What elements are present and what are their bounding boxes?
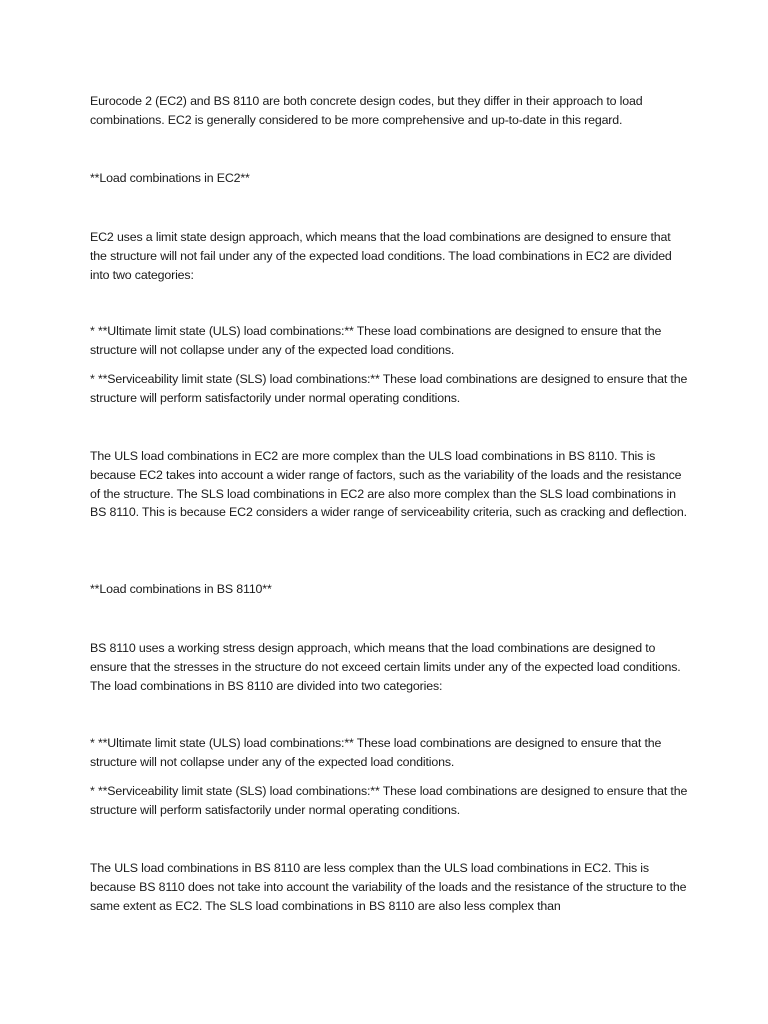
bs8110-comparison-paragraph: The ULS load combinations in BS 8110 are less complex than the ULS load combinations in EC2. This is because BS 8110 does not take into account the variability of the loads and the resistance of the structure to the same extent as EC2. The SLS load combinations in BS 8110 are also less complex than <box>90 861 687 913</box>
bs8110-sls-bullet: * **Serviceability limit state (SLS) load combinations:** These load combinations are designed to ensure that the structure will perform satisfactorily under normal operating conditions. <box>90 784 688 817</box>
ec2-uls-bullet: * **Ultimate limit state (ULS) load combinations:** These load combinations are designed to ensure that the structure will not collapse under any of the expected load conditions. <box>90 324 662 357</box>
ec2-sls-bullet: * **Serviceability limit state (SLS) load combinations:** These load combinations are designed to ensure that the structure will perform satisfactorily under normal operating conditions. <box>90 372 688 405</box>
intro-paragraph: Eurocode 2 (EC2) and BS 8110 are both concrete design codes, but they differ in their approach to load combinations. EC2 is generally considered to be more comprehensive and up-to-date in this regard. <box>90 94 643 127</box>
heading-ec2: **Load combinations in EC2** <box>90 171 250 185</box>
bs8110-uls-bullet: * **Ultimate limit state (ULS) load combinations:** These load combinations are designed to ensure that the structure will not collapse under any of the expected load conditions. <box>90 736 662 769</box>
bs8110-approach-paragraph: BS 8110 uses a working stress design approach, which means that the load combinations are designed to ensure that the stresses in the structure do not exceed certain limits under any of the expected load conditions. The load combinations in BS 8110 are divided into two categories: <box>90 641 681 693</box>
heading-bs8110: **Load combinations in BS 8110** <box>90 582 272 596</box>
ec2-approach-paragraph: EC2 uses a limit state design approach, which means that the load combinations are designed to ensure that the structure will not fail under any of the expected load conditions. The load combinations in EC2 are divided into two categories: <box>90 230 672 282</box>
ec2-comparison-paragraph: The ULS load combinations in EC2 are more complex than the ULS load combinations in BS 8110. This is because EC2 takes into account a wider range of factors, such as the variability of the loads and the resistance of the structure. The SLS load combinations in EC2 are also more complex than the SLS load combinations in BS 8110. This is because EC2 considers a wider range of serviceability criteria, such as cracking and deflection. <box>90 449 687 520</box>
